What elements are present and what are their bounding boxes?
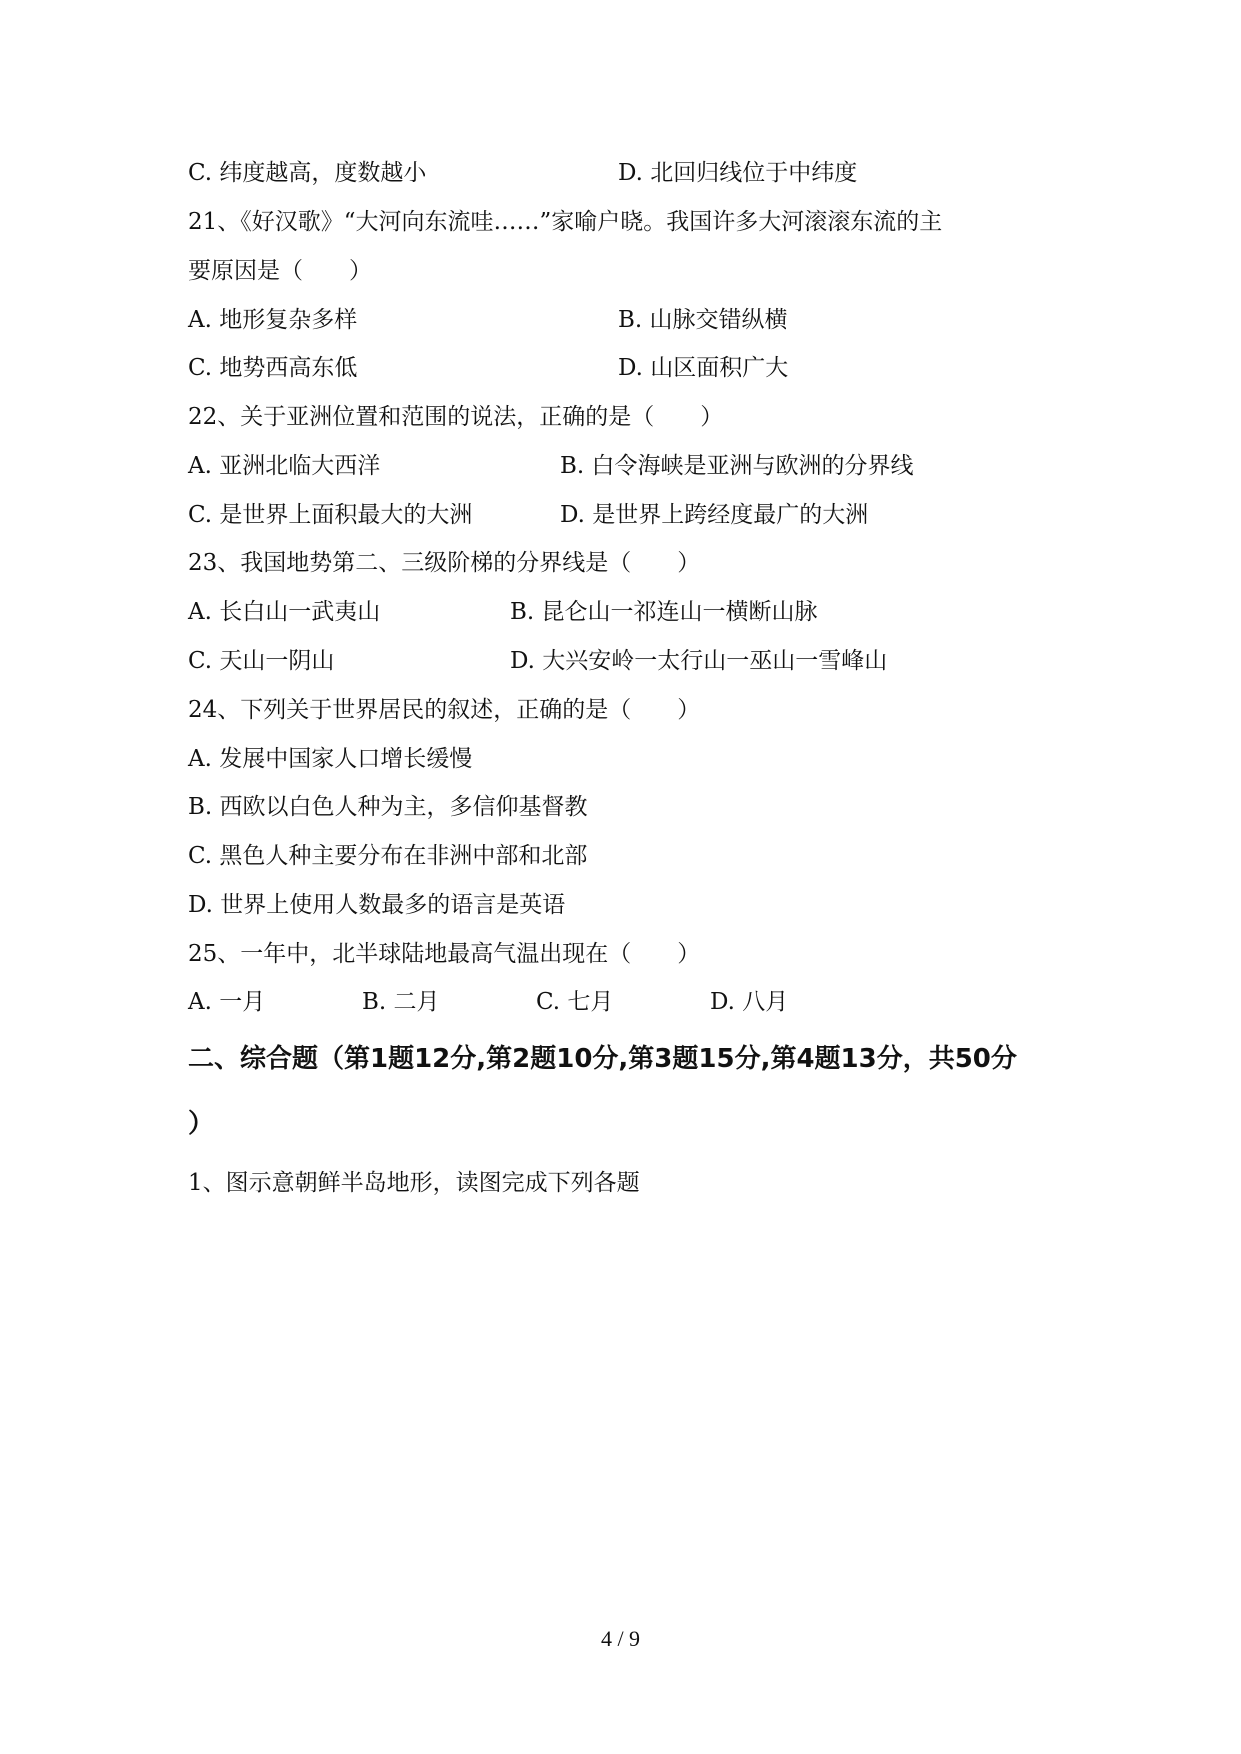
q24-option-a: A. 发展中国家人口增长缓慢 — [188, 746, 473, 772]
q21-stem-line1: 21、《好汉歌》“大河向东流哇……”家喻户晓。我国许多大河滚滚东流的主 — [188, 209, 943, 235]
q22-option-d: D. 是世界上跨经度最广的大洲 — [560, 502, 869, 528]
section2-heading-line1: 二、综合题（第1题12分,第2题10分,第3题15分,第4题13分，共50分 — [188, 1044, 1017, 1074]
q25-stem: 25、一年中，北半球陆地最高气温出现在（ ） — [188, 941, 701, 967]
q24-stem: 24、下列关于世界居民的叙述，正确的是（ ） — [188, 697, 701, 723]
q22-option-b: B. 白令海峡是亚洲与欧洲的分界线 — [560, 453, 914, 479]
q22-stem: 22、关于亚洲位置和范围的说法，正确的是（ ） — [188, 404, 724, 430]
q23-option-d: D. 大兴安岭一太行山一巫山一雪峰山 — [510, 648, 888, 674]
q25-option-a: A. 一月 — [188, 989, 266, 1015]
q24-option-b: B. 西欧以白色人种为主，多信仰基督教 — [188, 794, 588, 820]
q24-option-c: C. 黑色人种主要分布在非洲中部和北部 — [188, 843, 588, 869]
q20-option-c: C. 纬度越高，度数越小 — [188, 160, 427, 186]
q21-option-b: B. 山脉交错纵横 — [618, 307, 788, 333]
section2-heading-line2: ） — [188, 1109, 215, 1139]
q21-option-c: C. 地势西高东低 — [188, 355, 358, 381]
q21-option-d: D. 山区面积广大 — [618, 355, 789, 381]
q25-option-b: B. 二月 — [362, 989, 440, 1015]
q21-option-a: A. 地形复杂多样 — [188, 307, 358, 333]
q23-option-a: A. 长白山一武夷山 — [188, 599, 381, 625]
q20-option-d: D. 北回归线位于中纬度 — [618, 160, 858, 186]
q23-option-c: C. 天山一阴山 — [188, 648, 335, 674]
q21-stem-line2: 要原因是（ ） — [188, 258, 372, 284]
q25-option-c: C. 七月 — [536, 989, 614, 1015]
q24-option-d: D. 世界上使用人数最多的语言是英语 — [188, 892, 566, 918]
q23-stem: 23、我国地势第二、三级阶梯的分界线是（ ） — [188, 550, 701, 576]
q25-option-d: D. 八月 — [710, 989, 789, 1015]
q22-option-c: C. 是世界上面积最大的大洲 — [188, 502, 473, 528]
q22-option-a: A. 亚洲北临大西洋 — [188, 453, 381, 479]
page-number: 4 / 9 — [600, 1626, 641, 1651]
section2-q1-stem: 1、图示意朝鲜半岛地形，读图完成下列各题 — [188, 1170, 640, 1196]
q23-option-b: B. 昆仑山一祁连山一横断山脉 — [510, 599, 818, 625]
